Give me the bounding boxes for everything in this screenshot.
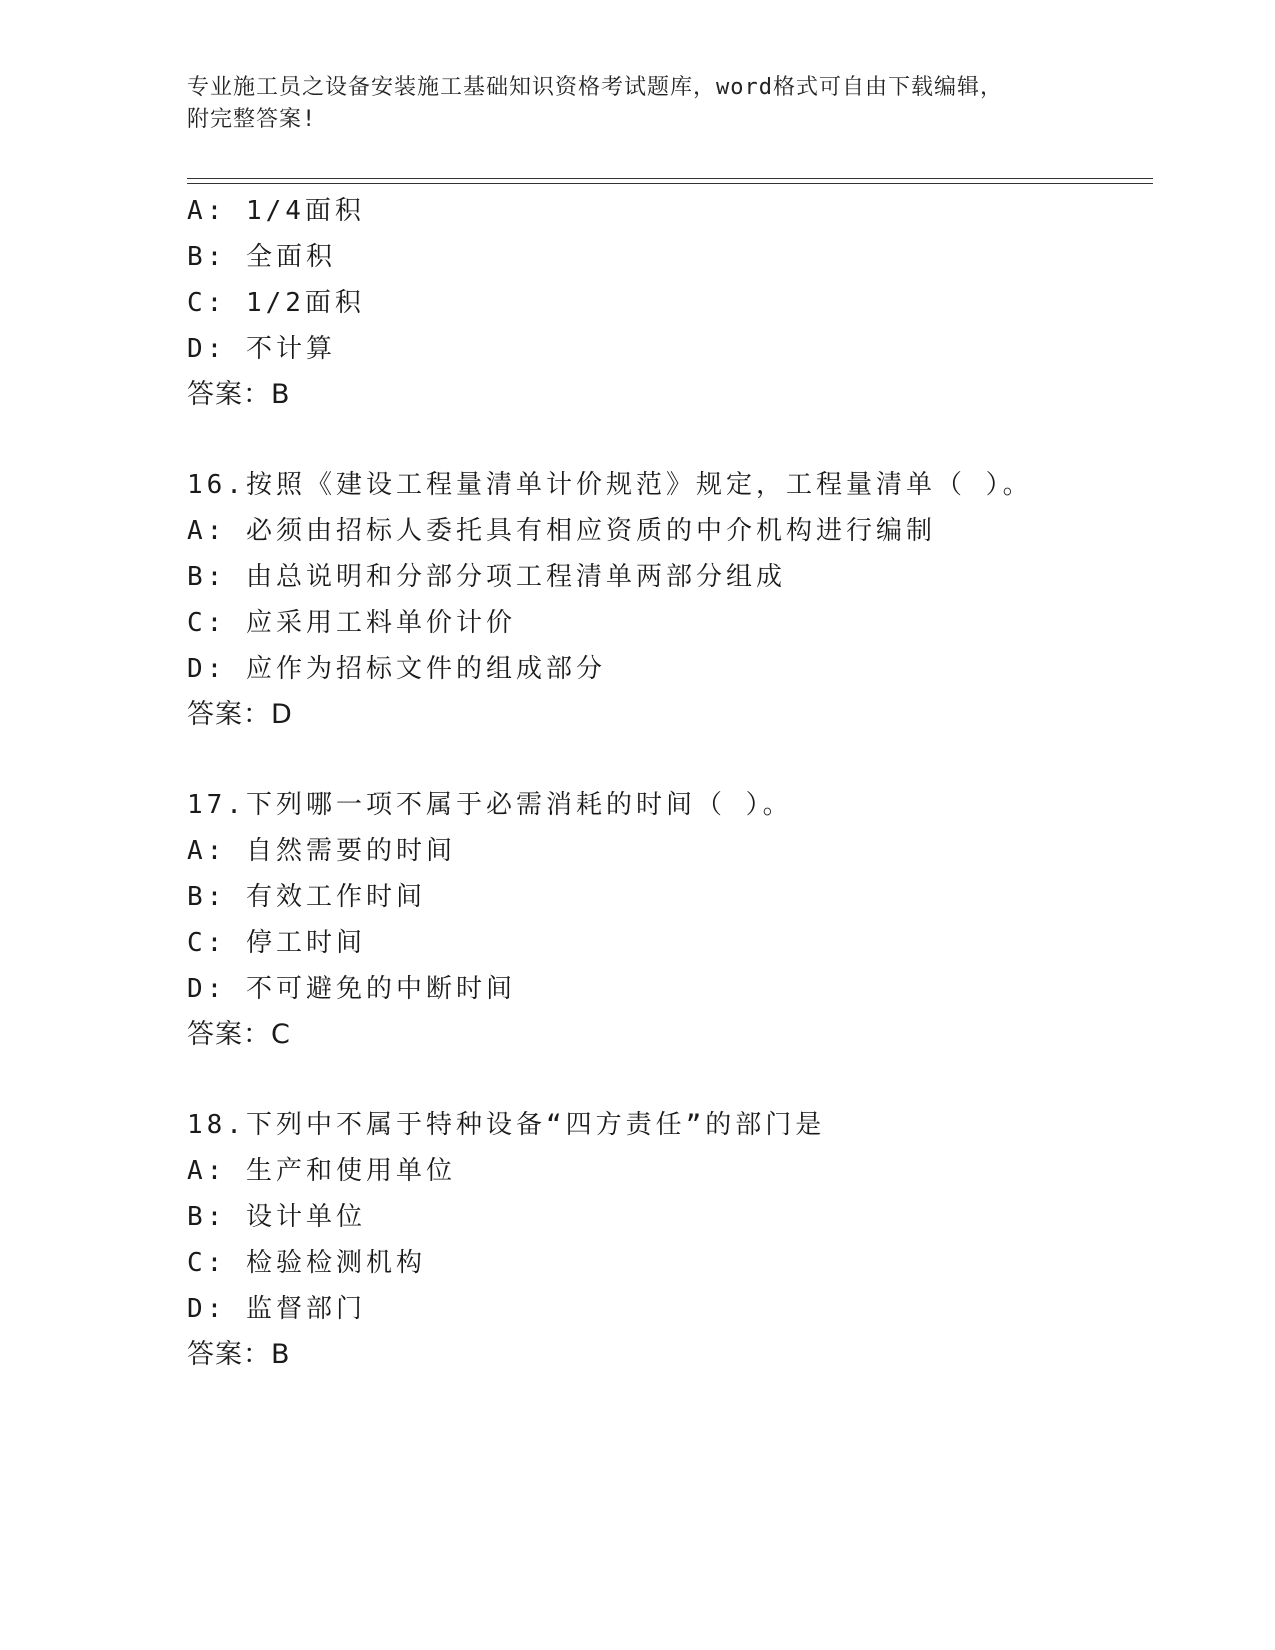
option-d: D: 不计算 [187,334,336,364]
option-a: A: 必须由招标人委托具有相应资质的中介机构进行编制 [187,516,936,546]
option-a: A: 自然需要的时间 [187,836,456,866]
answer: 答案：D [187,699,293,730]
question-17 [187,782,1153,1058]
option-c: C: 检验检测机构 [187,1248,426,1278]
option-d: D: 应作为招标文件的组成部分 [187,654,606,684]
header-divider-bottom [187,183,1153,184]
document-header [187,72,1067,136]
question-stem: 18.下列中不属于特种设备“四方责任”的部门是 [187,1110,826,1140]
option-b: B: 设计单位 [187,1202,366,1232]
question-16 [187,462,1153,738]
answer: 答案：B [187,1339,291,1370]
option-c: C: 1/2面积 [187,288,365,318]
answer: 答案：B [187,379,291,410]
question-stem: 17.下列哪一项不属于必需消耗的时间（ ）。 [187,790,793,820]
header-divider-top [187,178,1153,179]
option-b: B: 有效工作时间 [187,882,426,912]
option-c: C: 应采用工料单价计价 [187,608,516,638]
header-line-2: 附完整答案! [187,107,317,132]
option-b: B: 全面积 [187,242,336,272]
option-d: D: 监督部门 [187,1294,366,1324]
option-b: B: 由总说明和分部分项工程清单两部分组成 [187,562,786,592]
option-a: A: 生产和使用单位 [187,1156,456,1186]
question-15 [187,188,1153,418]
question-list [187,188,1153,1378]
option-a: A: 1/4面积 [187,196,365,226]
header-line-1: 专业施工员之设备安装施工基础知识资格考试题库，word格式可自由下载编辑， [187,75,1003,100]
question-stem: 16.按照《建设工程量清单计价规范》规定，工程量清单（ ）。 [187,470,1033,500]
option-d: D: 不可避免的中断时间 [187,974,516,1004]
answer: 答案：C [187,1019,291,1050]
option-c: C: 停工时间 [187,928,366,958]
question-18 [187,1102,1153,1378]
